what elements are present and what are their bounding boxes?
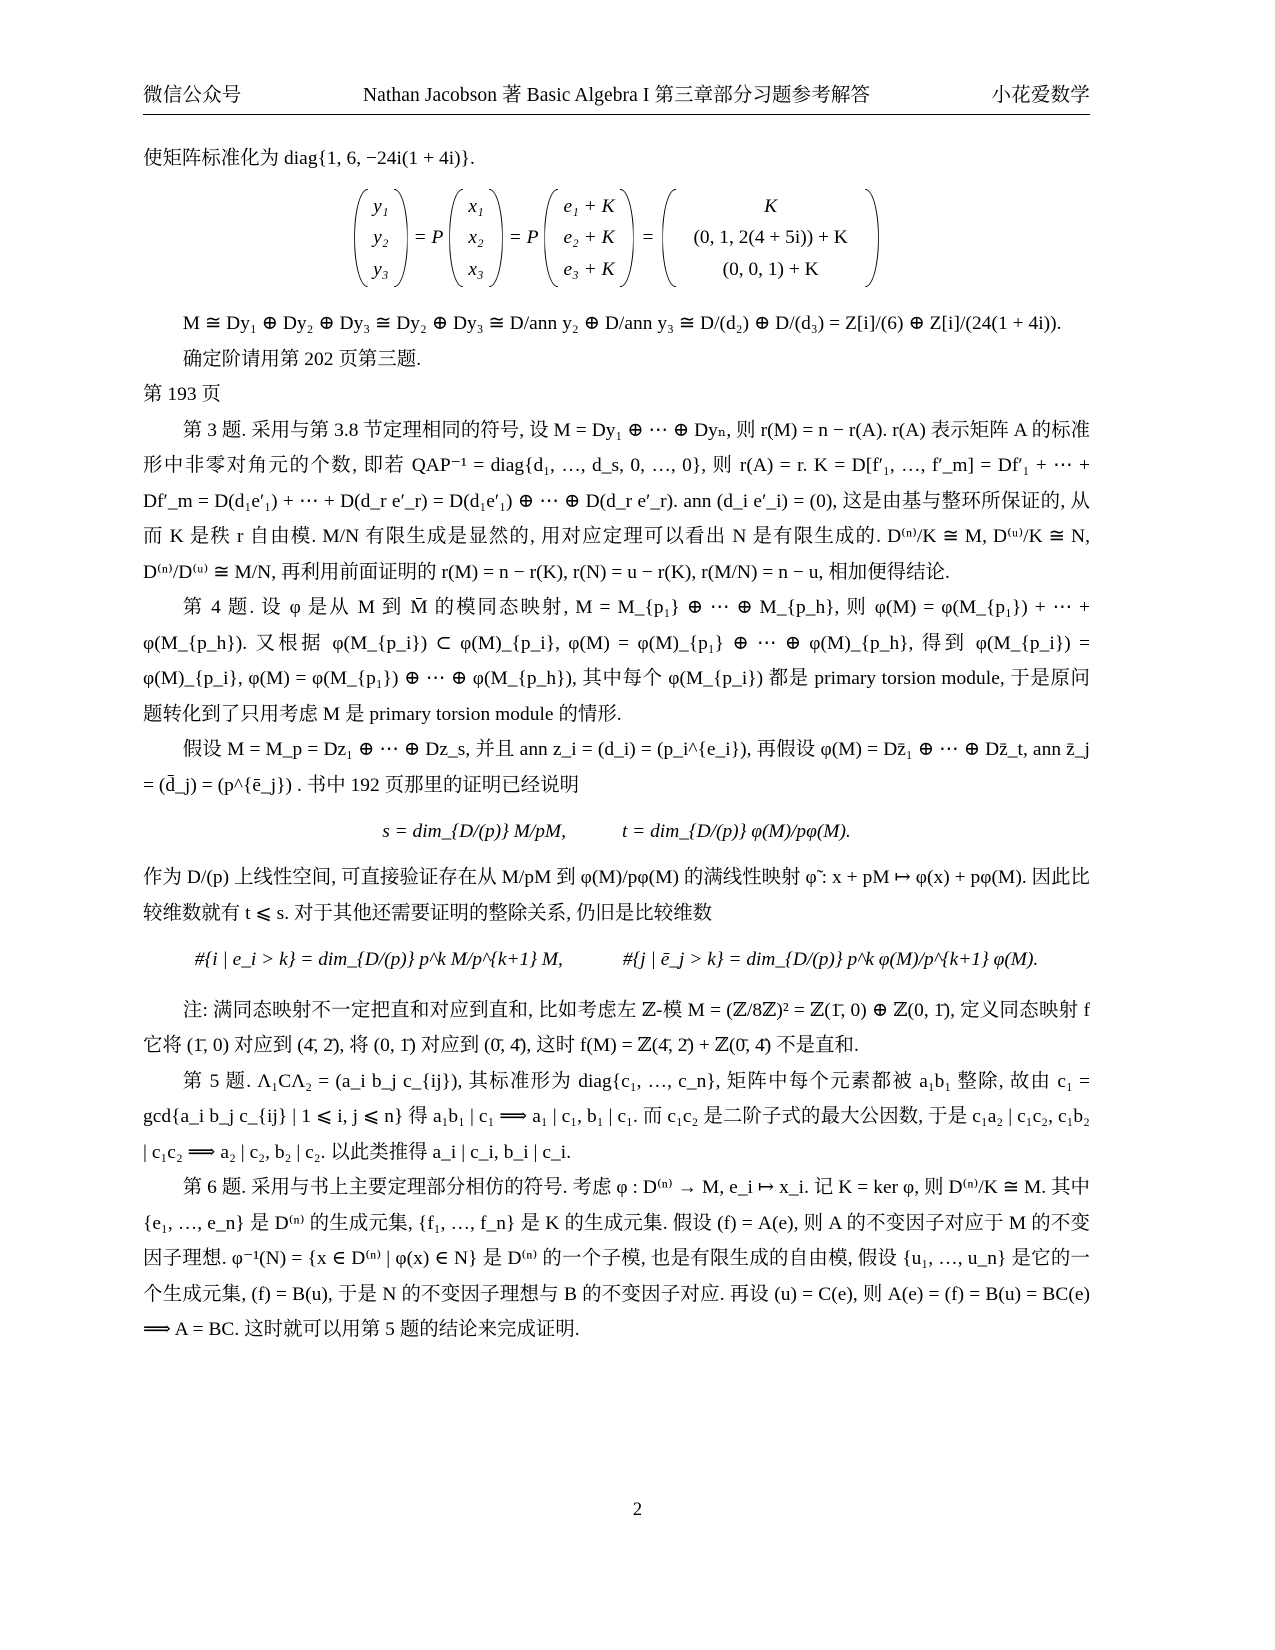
matrix-operator: = xyxy=(642,227,654,249)
paragraph-problem-4c xyxy=(143,860,1090,931)
paren-left-icon xyxy=(354,187,367,289)
matrix-result xyxy=(662,187,878,289)
problem-5-text: Λ₁CΛ₂ = (a_i b_j c_{ij}), 其标准形为 diag{c₁, …, c_n}, 矩阵中每个元素都被 a₁b₁ 整除, 故由 c₁ = gcd{a_i b_j c_{ij} | 1 ⩽ i, j ⩽ n} 得 a₁b₁ | c₁ ⟹ a₁ | c₁, b₁ | c₁. 而 c₁c₂ 是二阶子式的最大公因数, 于是 c₁a₂ | c₁c₂, c₁b₂ | c₁c₂ ⟹ a₂ | c₂, b₂ | c₂. 以此类推得 a_i | c_i, b_i | c_i. xyxy=(143,1070,1090,1163)
paren-left-icon xyxy=(544,187,557,289)
problem-3-label: 第 3 题. xyxy=(182,419,247,441)
equation-right: t = dim_{D/(p)} φ(M)/pφ(M). xyxy=(621,821,851,843)
display-equation-dim xyxy=(143,817,1090,846)
paragraph-problem-4b xyxy=(143,732,1090,803)
display-equation-count xyxy=(143,945,1090,974)
problem-3-text: 采用与第 3.8 节定理相同的符号, 设 M = Dy₁ ⊕ ⋯ ⊕ Dyₙ, 则 r(M) = n − r(A). r(A) 表示矩阵 A 的标准形中非零对角元的个数, 即若 QAP⁻¹ = diag{d₁, …, d_s, 0, …, 0}, 则 r(A) = r. K = D[f′₁, …, f′_m] = Df′₁ + ⋯ + Df′_m = D(d₁e′₁) + ⋯ + D(d_r e′_r) = D(d₁e′₁) ⊕ ⋯ ⊕ D(d_r e′_r). ann (d_i e′_i) = (0), 这是由基与整环所保证的, 从而 K 是秩 r 自由模. M/N 有限生成是显然的, 用对应定理可以看出 N 是有限生成的. D⁽ⁿ⁾/K ≅ M, D⁽ᵘ⁾/K ≅ N, D⁽ⁿ⁾/D⁽ᵘ⁾ ≅ M/N, 再利用前面证明的 r(M) = n − r(K), r(N) = u − r(K), r(M/N) = n − u, 相加便得结论. xyxy=(143,419,1091,583)
matrix-cell: x₁ xyxy=(468,195,484,217)
paragraph-problem-4 xyxy=(143,590,1090,732)
page-footer xyxy=(0,1500,1275,1521)
paren-left-icon xyxy=(449,187,462,289)
matrix-cell: y₂ xyxy=(373,227,389,249)
header-title: Nathan Jacobson 著 Basic Algebra I 第三章部分习题参考解答 xyxy=(362,85,871,106)
matrix-y xyxy=(354,187,407,289)
header-rule xyxy=(143,114,1090,115)
note-text: 注: 满同态映射不一定把直和对应到直和, 比如考虑左 ℤ-模 M = (ℤ/8ℤ)² = ℤ(1̄, 0) ⊕ ℤ(0, 1̄), 定义同态映射 f 它将 (1̄, 0) 对应到 (4̄, 2̄), 将 (0, 1̄) 对应到 (0̄, 4̄), 这时 f(M) = ℤ(4̄, 2̄) + ℤ(0̄, 4̄) 不是直和. xyxy=(143,999,1090,1057)
paragraph-problem-6 xyxy=(143,1170,1090,1348)
header-left-text: 微信公众号 xyxy=(143,85,242,106)
matrix-cell: y₁ xyxy=(373,195,389,217)
paren-right-icon xyxy=(490,187,503,289)
matrix-cell: x₂ xyxy=(468,227,484,249)
matrix-cell: x₃ xyxy=(468,258,484,280)
matrix-cell: e₃ + K xyxy=(563,258,615,280)
page-header xyxy=(143,84,1090,114)
paren-left-icon xyxy=(662,187,675,289)
paragraph-problem-3 xyxy=(143,413,1090,591)
paragraph-normalize xyxy=(143,141,1090,177)
problem-5-label: 第 5 题. xyxy=(182,1070,252,1092)
iso-chain-text: M ≅ Dy₁ ⊕ Dy₂ ⊕ Dy₃ ≅ Dy₂ ⊕ Dy₃ ≅ D/ann y₂ ⊕ D/ann y₃ ≅ D/(d₂) ⊕ D/(d₃) = Z[i]/(6) ⊕ Z[i]/(24(1 + 4i)). xyxy=(182,313,1062,335)
matrix-x xyxy=(449,187,502,289)
equation-right: #{j | ē_j > k} = dim_{D/(p)} p^k φ(M)/p^{k+1} φ(M). xyxy=(622,949,1039,971)
matrix-equation xyxy=(143,187,1090,298)
matrix-cell: (0, 1, 2(4 + 5i)) + K xyxy=(693,227,848,249)
section-heading-193 xyxy=(143,377,1090,413)
matrix-cell: e₁ + K xyxy=(563,195,615,217)
matrix-cell: y₃ xyxy=(373,258,389,280)
problem-4-text: 设 φ 是从 M 到 M̄ 的模同态映射, M = M_{p₁} ⊕ ⋯ ⊕ M_{p_h}, 则 φ(M) = φ(M_{p₁}) + ⋯ + φ(M_{p_h}). 又根据 φ(M_{p_i}) ⊂ φ(M)_{p_i}, φ(M) = φ(M)_{p₁} ⊕ ⋯ ⊕ φ(M)_{p_h}, 得到 φ(M_{p_i}) = φ(M)_{p_i}, φ(M) = φ(M_{p₁}) ⊕ ⋯ ⊕ φ(M_{p_h}), 其中每个 φ(M_{p_i}) 都是 primary torsion module, 于是原问题转化到了只用考虑 M 是 primary torsion module 的情形. xyxy=(143,597,1090,725)
matrix-e-plus-k xyxy=(544,187,633,289)
problem-6-text: 采用与书上主要定理部分相仿的符号. 考虑 φ : D⁽ⁿ⁾ → M, e_i ↦ x_i. 记 K = ker φ, 则 D⁽ⁿ⁾/K ≅ M. 其中 {e₁, …, e_n} 是 D⁽ⁿ⁾ 的生成元集, {f₁, …, f_n} 是 K 的生成元集. 假设 (f) = A(e), 则 A 的不变因子对应于 M 的不变因子理想. φ⁻¹(N) = {x ∈ D⁽ⁿ⁾ | φ(x) ∈ N} 是 D⁽ⁿ⁾ 的一个子模, 也是有限生成的自由模, 假设 {u₁, …, u_n} 是它的一个生成元集, (f) = B(u), 于是 N 的不变因子理想与 B 的不变因子对应. 再设 (u) = C(e), 则 A(e) = (f) = B(u) = BC(e) ⟹ A = BC. 这时就可以用第 5 题的结论来完成证明. xyxy=(143,1177,1090,1341)
equation-left: s = dim_{D/(p)} M/pM, xyxy=(382,821,566,843)
paren-right-icon xyxy=(621,187,634,289)
page-content xyxy=(143,84,1090,1348)
problem-4-para2: 假设 M = M_p = Dz₁ ⊕ ⋯ ⊕ Dz_s, 并且 ann z_i = (d_i) = (p_i^{e_i}), 再假设 φ(M) = Dz̄₁ ⊕ ⋯ ⊕ Dz̄_t, ann z̄_j = (d̄_j) = (p^{ē_j}) . 书中 192 页那里的证明已经说明 xyxy=(143,739,1090,796)
paragraph-order-note xyxy=(143,342,1090,378)
order-note-text: 确定阶请用第 202 页第三题. xyxy=(182,348,422,370)
problem-4-label: 第 4 题. xyxy=(182,597,255,619)
paren-right-icon xyxy=(866,187,879,289)
matrix-operator: = P xyxy=(413,227,444,249)
matrix-cell: e₂ + K xyxy=(563,227,615,249)
equation-left: #{i | e_i > k} = dim_{D/(p)} p^k M/p^{k+1} M, xyxy=(194,949,563,971)
matrix-cell: (0, 0, 1) + K xyxy=(722,258,819,280)
matrix-cell: K xyxy=(764,195,778,217)
paragraph-iso-chain xyxy=(143,306,1090,342)
normalize-text: 使矩阵标准化为 diag{1, 6, −24i(1 + 4i)}. xyxy=(143,148,475,170)
matrix-operator: = P xyxy=(508,227,539,249)
problem-6-label: 第 6 题. xyxy=(182,1177,247,1199)
header-right-text: 小花爱数学 xyxy=(991,85,1090,106)
problem-4-para3: 作为 D/(p) 上线性空间, 可直接验证存在从 M/pM 到 φ(M)/pφ(M) 的满线性映射 φ̃ : x + pM ↦ φ(x) + pφ(M). 因此比较维数就有 t ⩽ s. 对于其他还需要证明的整除关系, 仍旧是比较维数 xyxy=(143,867,1090,924)
paragraph-problem-5 xyxy=(143,1064,1090,1171)
page-number: 2 xyxy=(632,1500,643,1520)
section-heading-text: 第 193 页 xyxy=(143,384,221,406)
paragraph-note xyxy=(143,993,1090,1064)
paren-right-icon xyxy=(395,187,408,289)
